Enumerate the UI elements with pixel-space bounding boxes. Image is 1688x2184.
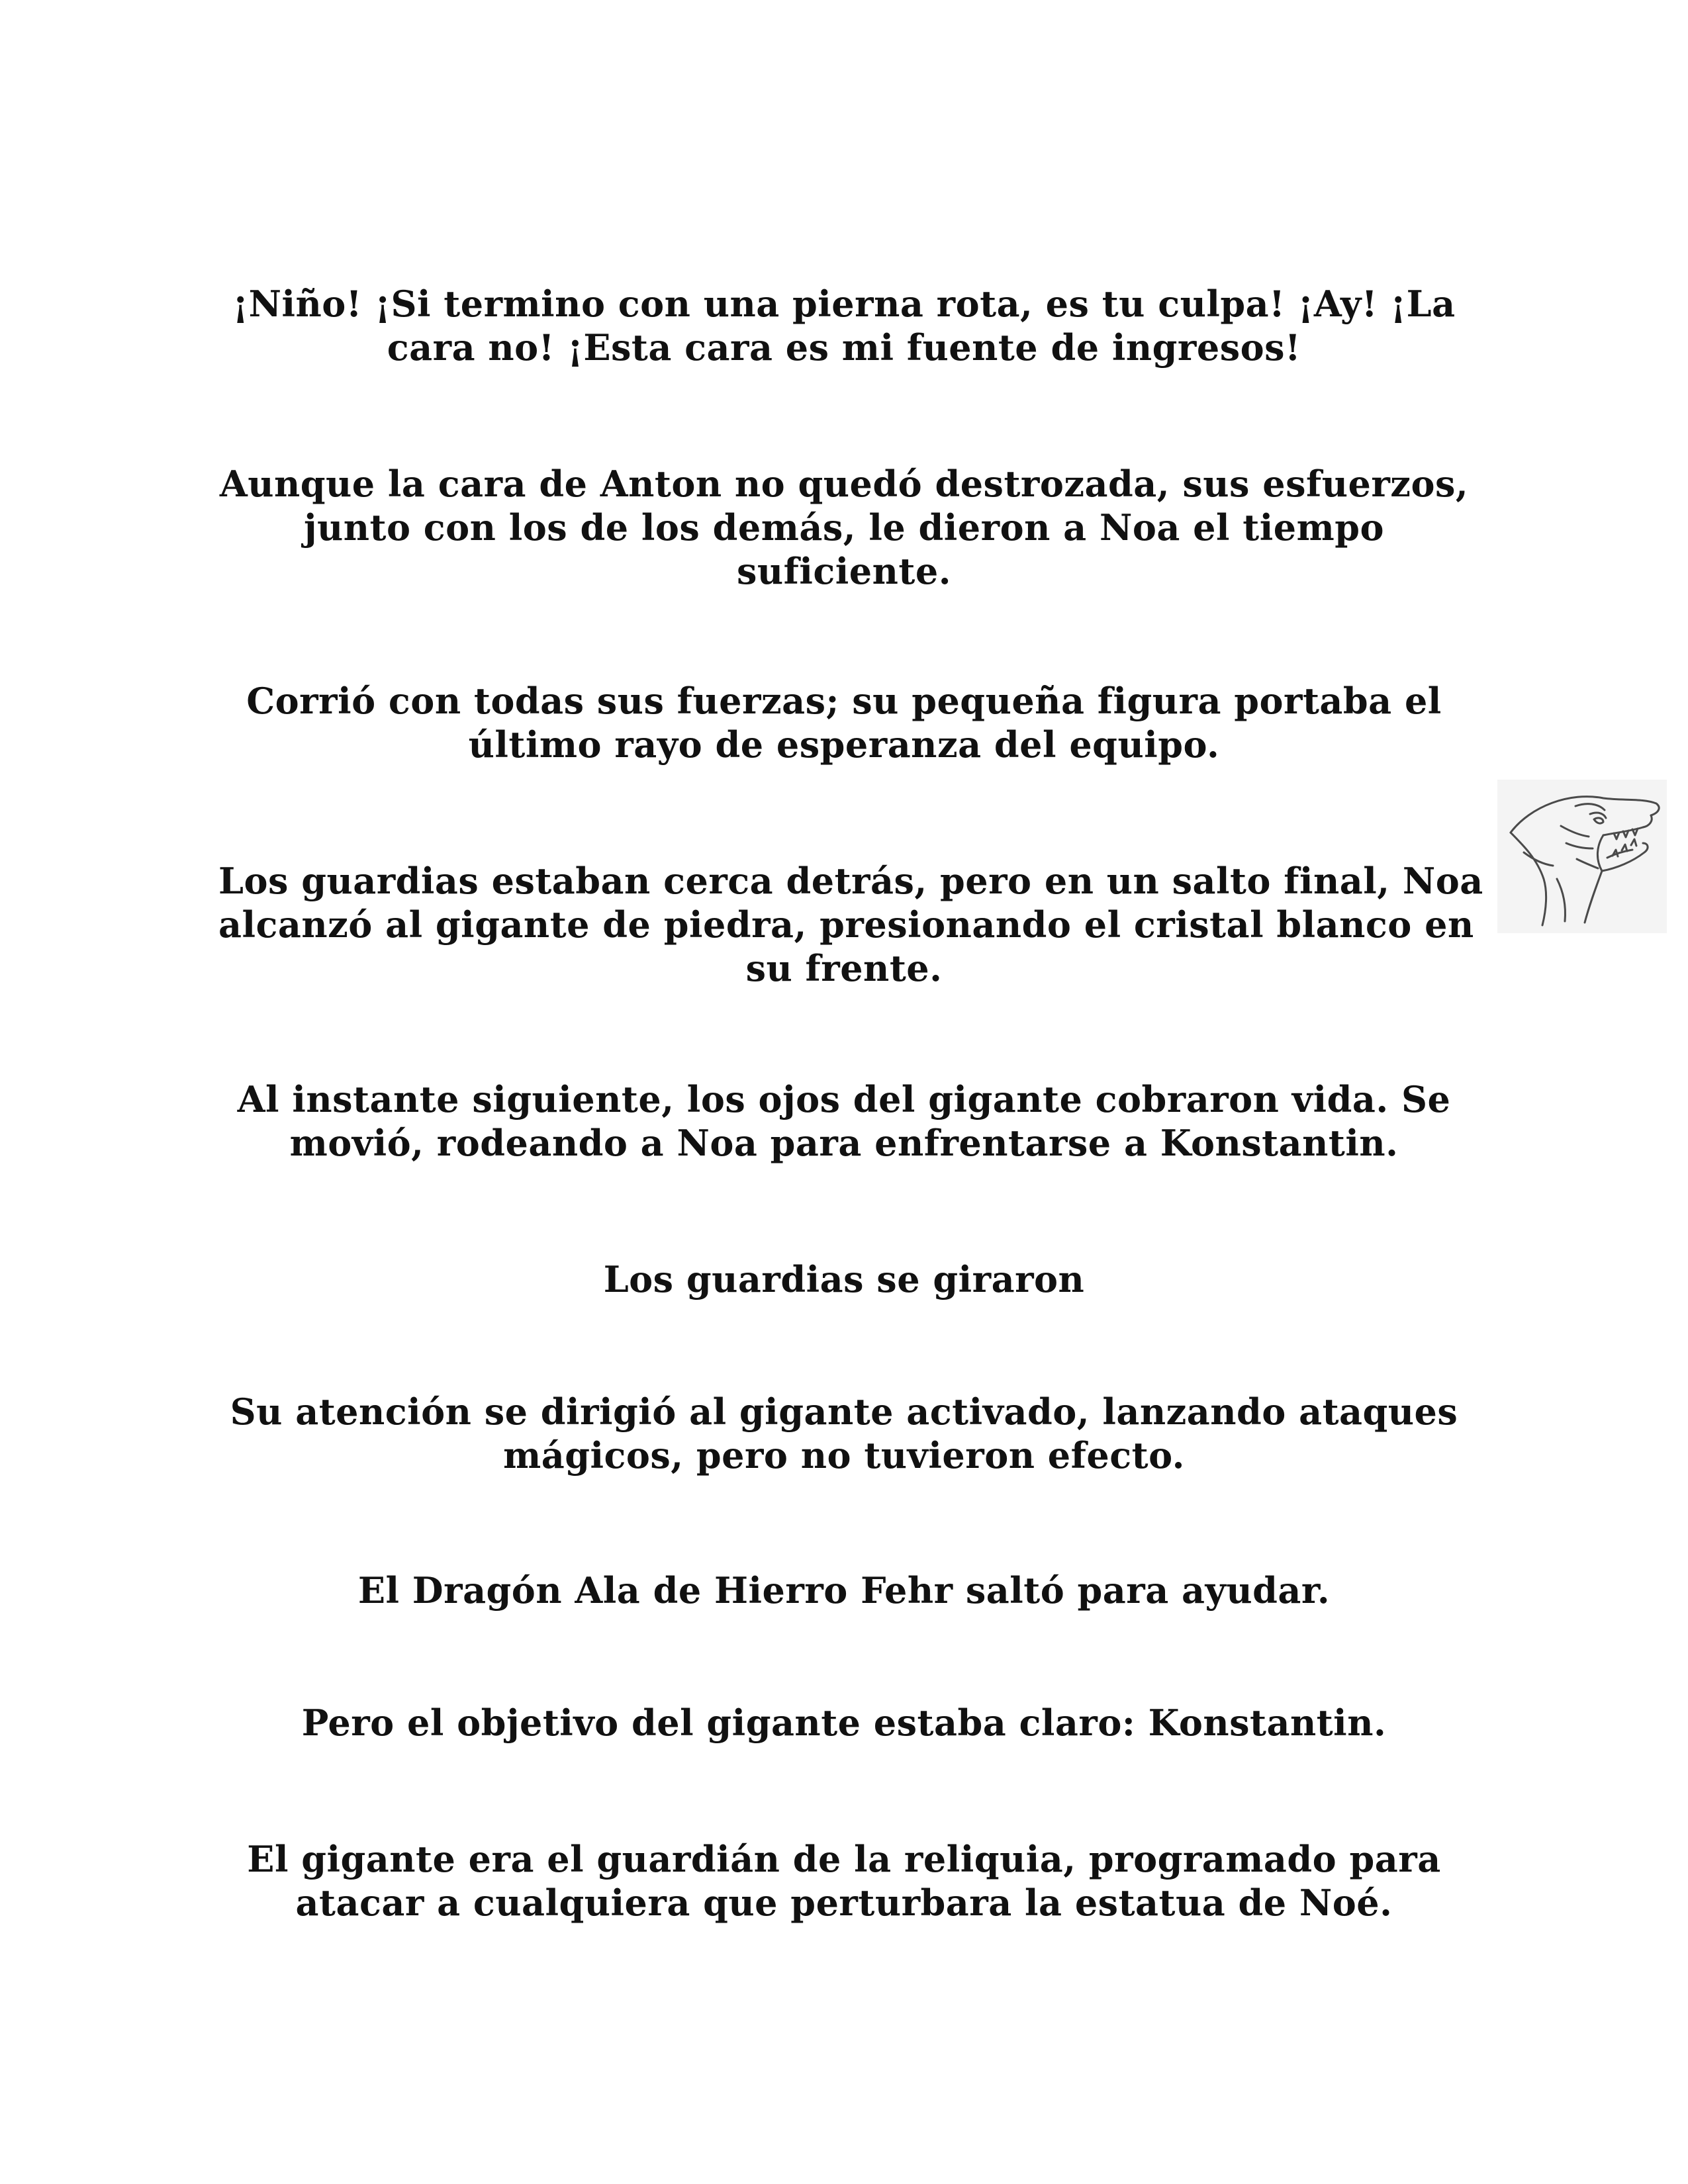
paragraph-line: Su atención se dirigió al gigante activado, lanzando ataques — [230, 1390, 1458, 1433]
paragraph-line: Corrió con todas sus fuerzas; su pequeña figura portaba el — [246, 680, 1442, 722]
paragraph-line: atacar a cualquiera que perturbara la estatua de Noé. — [295, 1882, 1393, 1924]
paragraph-line: ¡Niño! ¡Si termino con una pierna rota, es tu culpa! ¡Ay! ¡La — [232, 283, 1456, 325]
paragraph-line: movió, rodeando a Noa para enfrentarse a Konstantin. — [289, 1122, 1399, 1164]
paragraph-line: junto con los de los demás, le dieron a Noa el tiempo — [303, 506, 1385, 549]
paragraph-10 — [218, 1837, 1470, 1925]
paragraph-line: El Dragón Ala de Hierro Fehr saltó para ayudar. — [357, 1569, 1331, 1612]
paragraph-8 — [218, 1569, 1470, 1612]
paragraph-line: último rayo de esperanza del equipo. — [468, 723, 1220, 766]
paragraph-line: Los guardias se giraron — [603, 1258, 1085, 1300]
paragraph-2 — [218, 462, 1470, 593]
paragraph-line: suficiente. — [736, 550, 951, 592]
paragraph-line: Pero el objetivo del gigante estaba claro: Konstantin. — [301, 1702, 1387, 1744]
paragraph-line: mágicos, pero no tuvieron efecto. — [503, 1434, 1185, 1477]
paragraph-line: cara no! ¡Esta cara es mi fuente de ingresos! — [387, 326, 1301, 369]
paragraph-6 — [218, 1257, 1470, 1301]
paragraph-line: su frente. — [745, 947, 943, 989]
paragraph-line: Aunque la cara de Anton no quedó destrozada, sus esfuerzos, — [219, 463, 1469, 505]
dinosaur-head-sketch-icon — [1497, 780, 1667, 933]
paragraph-4 — [218, 859, 1483, 990]
paragraph-3 — [218, 679, 1470, 766]
paragraph-line: El gigante era el guardián de la reliquia, programado para — [247, 1838, 1441, 1880]
paragraph-5 — [218, 1077, 1470, 1165]
paragraph-line: Los guardias estaban cerca detrás, pero en un salto final, Noa — [218, 860, 1483, 902]
paragraph-9 — [218, 1701, 1470, 1745]
paragraph-7 — [218, 1390, 1470, 1477]
paragraph-line: Al instante siguiente, los ojos del gigante cobraron vida. Se — [237, 1078, 1451, 1120]
paragraph-1 — [218, 282, 1470, 369]
paragraph-line: alcanzó al gigante de piedra, presionando el cristal blanco en — [218, 903, 1474, 946]
